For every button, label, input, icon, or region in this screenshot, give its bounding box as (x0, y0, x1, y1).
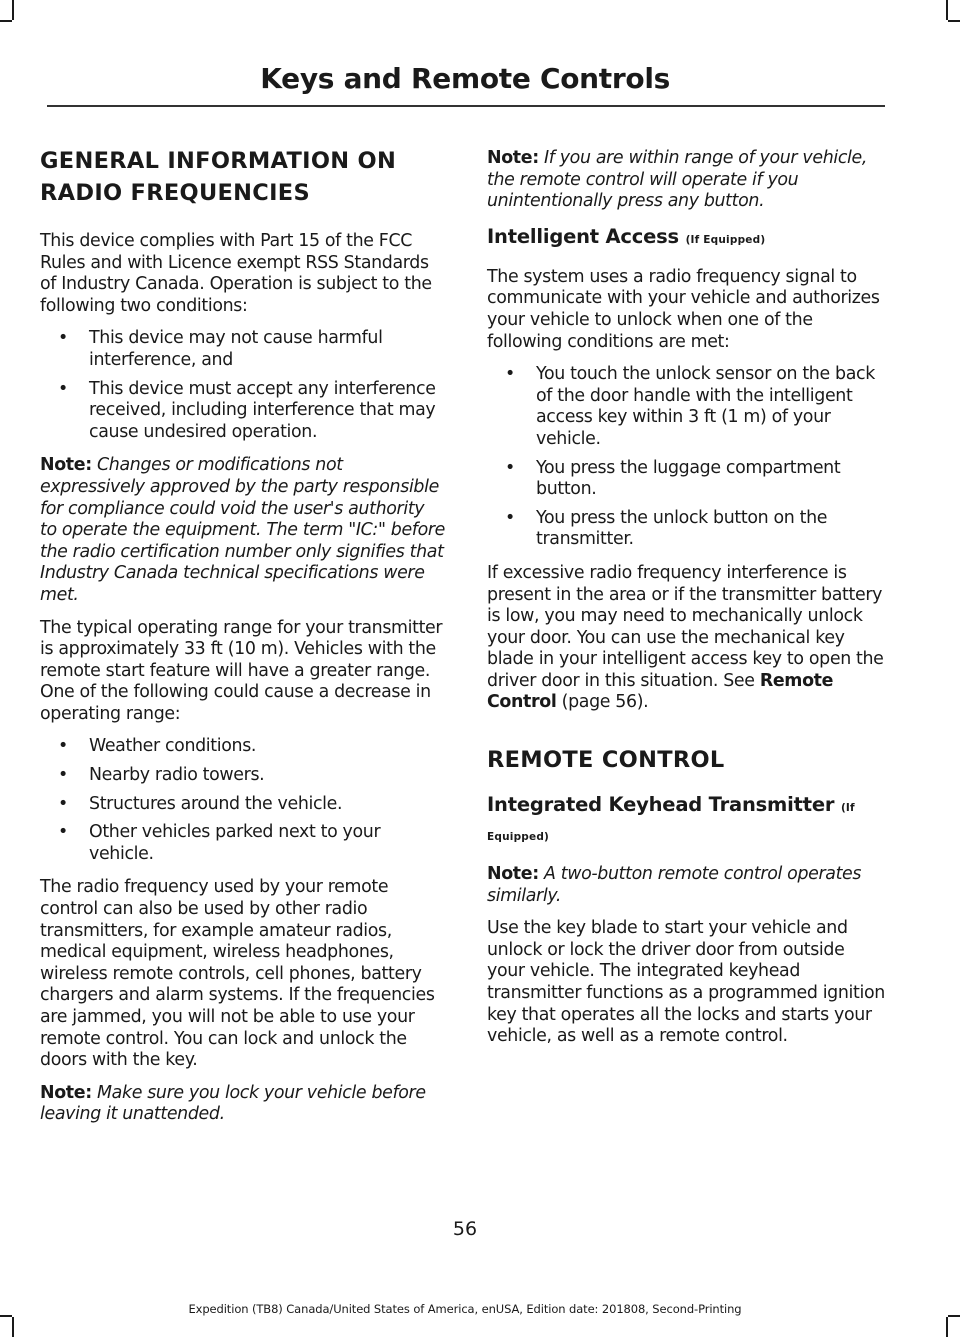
list-item (40, 765, 446, 787)
list-item (40, 379, 446, 444)
note (487, 148, 887, 213)
list-item-text: Weather conditions. (89, 736, 257, 757)
list-item (40, 328, 446, 371)
bullet-icon: • (505, 507, 515, 528)
bullet-icon: • (58, 765, 68, 786)
section-heading-radio-frequencies: GENERAL INFORMATION ON RADIO FREQUENCIES (40, 148, 397, 206)
note (487, 864, 887, 907)
list-item (487, 458, 887, 501)
crop-mark (948, 1315, 960, 1317)
list-item (487, 508, 887, 551)
list-item-text: You touch the unlock sensor on the back of the door handle with the intelligent access key within 3 ft (1 m) of your vehicle. (536, 364, 875, 449)
note (40, 455, 446, 606)
bullet-icon: • (58, 822, 68, 843)
bullet-icon: • (58, 736, 68, 757)
bullet-icon: • (58, 378, 68, 399)
list-item (40, 822, 446, 865)
crop-mark (946, 0, 948, 20)
note-text: If you are within range of your vehicle, the remote control will operate if you unintentionally press any button. (487, 148, 868, 212)
subheading-intelligent-access (487, 224, 887, 253)
list-item (40, 736, 446, 758)
bullet-icon: • (505, 364, 515, 385)
paragraph: Use the key blade to start your vehicle and unlock or lock the driver door from outside your vehicle. The integrated keyhead transmitter functions as a programmed ignition key that operates all the locks and starts your vehicle, as well as a remote control. (487, 918, 885, 1047)
note-label: Note: (487, 148, 539, 168)
note-text: Make sure you lock your vehicle before leaving it unattended. (40, 1082, 426, 1125)
page-reference: (page 56). (561, 692, 649, 713)
causes-list (40, 736, 446, 865)
remote-control-xref-link[interactable]: Remote Control (487, 670, 834, 713)
note-text: Changes or modifications not expressively approved by the party responsible for compliance could void the user's authority to operate the equipment. The term "IC:" before the radio certification number only signifies that Industry Canada technical specifications were met. (40, 455, 446, 605)
left-column (40, 145, 446, 1137)
list-item-text: You press the unlock button on the transmitter. (536, 507, 828, 550)
paragraph (487, 563, 887, 714)
crop-mark (12, 1317, 14, 1337)
paragraph: The system uses a radio frequency signal to communicate with your vehicle and authorizes your vehicle to unlock when one of the following conditions are met: (487, 266, 880, 352)
note-label: Note: (40, 455, 92, 476)
list-item-text: This device must accept any interference received, including interference that may cause undesired operation. (89, 378, 436, 442)
crop-mark (946, 1317, 948, 1337)
list-item (487, 364, 887, 450)
note-label: Note: (487, 864, 539, 885)
if-equipped-tag: (If Equipped) (685, 233, 766, 246)
note-text: A two-button remote control operates similarly. (487, 864, 862, 906)
list-item-text: This device may not cause harmful interference, and (89, 328, 383, 370)
if-equipped-tag: (If Equipped) (487, 802, 855, 844)
footer-edition-info: Expedition (TB8) Canada/United States of America, enUSA, Edition date: 201808, Second-Printing (188, 1302, 742, 1316)
subheading-integrated-keyhead-transmitter (487, 792, 887, 850)
right-column (487, 148, 887, 1059)
subheading-text: Intelligent Access (487, 224, 679, 248)
list-item-text: You press the luggage compartment button. (536, 457, 841, 500)
bullet-icon: • (58, 793, 68, 814)
bullet-icon: • (505, 457, 515, 478)
paragraph: The typical operating range for your transmitter is approximately 33 ft (10 m). Vehicles with the remote start feature will have a greater range. One of the following could cause a decrease in operating range: (40, 617, 443, 724)
header-divider (47, 105, 885, 107)
paragraph-text: If excessive radio frequency interference is present in the area or if the transmitter battery is low, you may need to mechanically unlock your door. You can use the mechanical key blade in your intelligent access key to open the driver door in this situation. See (487, 562, 884, 691)
note-label: Note: (40, 1082, 92, 1103)
ia-conditions-list (487, 364, 887, 551)
list-item-text: Other vehicles parked next to your vehicle. (89, 822, 381, 864)
subheading-text: Integrated Keyhead Transmitter (487, 793, 835, 817)
page-number: 56 (452, 1218, 478, 1240)
bullet-icon: • (58, 328, 68, 349)
note (40, 1083, 446, 1126)
crop-mark (12, 0, 14, 20)
page-header-title: Keys and Remote Controls (260, 62, 670, 95)
conditions-list (40, 328, 446, 443)
list-item-text: Structures around the vehicle. (89, 793, 343, 814)
crop-mark (0, 20, 12, 22)
crop-mark (948, 20, 960, 22)
paragraph: The radio frequency used by your remote control can also be used by other radio transmitters, for example amateur radios, medical equipment, wireless headphones, wireless remote controls, cell phones, battery chargers and alarm systems. If the frequencies are jammed, you will not be able to use your remote control. You can lock and unlock the doors with the key. (40, 877, 435, 1071)
list-item-text: Nearby radio towers. (89, 765, 265, 786)
list-item (40, 794, 446, 816)
section-heading-remote-control: REMOTE CONTROL (487, 747, 725, 774)
paragraph: This device complies with Part 15 of the FCC Rules and with Licence exempt RSS Standards of Industry Canada. Operation is subject to the following two conditions: (40, 231, 432, 316)
